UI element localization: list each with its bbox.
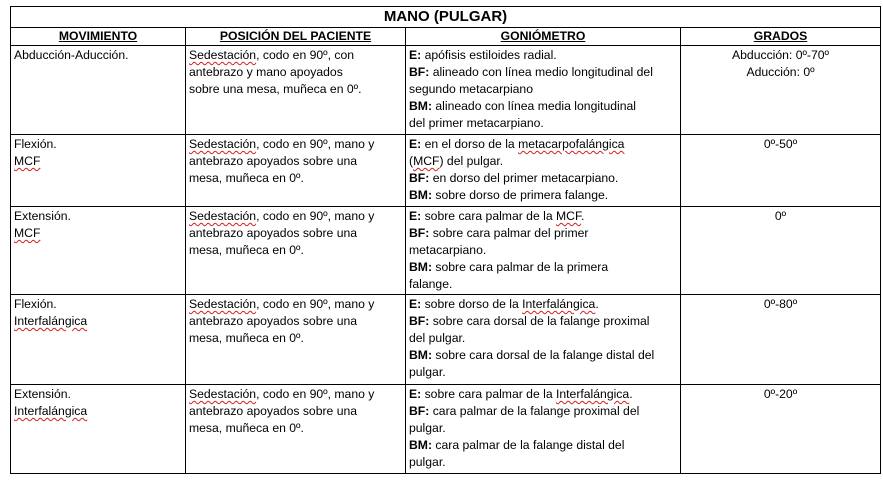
goniometro-line: del primer metacarpiano. xyxy=(409,116,544,130)
goniometro-line: pulgar. xyxy=(409,421,446,435)
cell-goniometro xyxy=(406,46,681,135)
goniometro-line: E: sobre dorso de la Interfalángica. xyxy=(409,297,599,311)
spellcheck-word: MCF xyxy=(14,226,41,240)
goniometro-line: BF: cara palmar de la falange proximal del xyxy=(409,404,640,418)
goniometro-line: E: sobre cara palmar de la Interfalángica. xyxy=(409,387,633,401)
cell-movimiento xyxy=(11,207,186,295)
movimiento-line xyxy=(14,225,182,242)
header-movimiento: MOVIMIENTO xyxy=(11,28,186,46)
cell-goniometro xyxy=(406,385,681,474)
goniometro-line: metacarpiano. xyxy=(409,243,487,257)
spellcheck-word: Interfalángica xyxy=(556,387,630,401)
posicion-line: mesa, muñeca en 0º. xyxy=(189,331,304,345)
cell-goniometro xyxy=(406,135,681,207)
posicion-line: antebrazo apoyados sobre una xyxy=(189,226,358,240)
title-row xyxy=(11,7,881,28)
goniometro-line: del pulgar. xyxy=(409,331,466,345)
posicion-line: Sedestación, codo en 90º, mano y xyxy=(189,209,375,223)
movimiento-line xyxy=(14,403,182,420)
table-row xyxy=(11,46,881,135)
cell-posicion xyxy=(186,46,406,135)
goniometro-line: pulgar. xyxy=(409,365,446,379)
goniometro-line: pulgar. xyxy=(409,455,446,469)
goniometro-line: segundo metacarpiano xyxy=(409,82,533,96)
goniometro-line: BM: sobre cara palmar de la primera xyxy=(409,260,609,274)
table-title: MANO (PULGAR) xyxy=(11,7,881,28)
movimiento-line xyxy=(14,313,182,330)
cell-movimiento xyxy=(11,46,186,135)
goniometro-label: BF: xyxy=(409,171,430,185)
goniometro-line: BF: sobre cara palmar del primer xyxy=(409,226,589,240)
goniometro-line: falange. xyxy=(409,277,453,291)
goniometro-line: E: apófisis estiloides radial. xyxy=(409,48,557,62)
spellcheck-word: Sedestación xyxy=(189,297,257,311)
grados-line: 0º-50º xyxy=(763,137,798,151)
goniometro-line: (MCF) del pulgar. xyxy=(409,154,504,168)
goniometro-label: E: xyxy=(409,209,422,223)
goniometro-label: BF: xyxy=(409,404,430,418)
goniometro-line: E: en el dorso de la metacarpofalángica xyxy=(409,137,625,151)
goniometro-label: BF: xyxy=(409,314,430,328)
goniometro-label: BF: xyxy=(409,226,430,240)
movimiento-line: Flexión. xyxy=(14,137,57,151)
cell-movimiento xyxy=(11,385,186,474)
header-grados: GRADOS xyxy=(681,28,881,46)
spellcheck-word: Interfalángica xyxy=(14,314,88,328)
goniometro-label: E: xyxy=(409,48,422,62)
table-body xyxy=(11,46,881,474)
spellcheck-word: Sedestación xyxy=(189,48,257,62)
spellcheck-word: Sedestación xyxy=(189,387,257,401)
cell-grados xyxy=(681,385,881,474)
spellcheck-word: Interfalángica xyxy=(14,404,88,418)
posicion-line: mesa, muñeca en 0º. xyxy=(189,171,304,185)
movimiento-line: Abducción-Aducción. xyxy=(14,48,129,62)
goniometro-label: BF: xyxy=(409,65,430,79)
spellcheck-word: MCF xyxy=(556,209,582,223)
table-row xyxy=(11,135,881,207)
posicion-line: antebrazo apoyados sobre una xyxy=(189,404,358,418)
goniometro-label: BM: xyxy=(409,188,433,202)
cell-posicion xyxy=(186,385,406,474)
posicion-line: mesa, muñeca en 0º. xyxy=(189,243,304,257)
goniometro-label: BM: xyxy=(409,99,433,113)
cell-grados xyxy=(681,295,881,385)
goniometro-label: E: xyxy=(409,387,422,401)
cell-movimiento xyxy=(11,295,186,385)
cell-grados xyxy=(681,135,881,207)
grados-line: Abducción: 0º-70º xyxy=(732,48,829,62)
table-row xyxy=(11,295,881,385)
goniometro-line: BM: alineado con línea media longitudinal xyxy=(409,99,636,113)
goniometro-line: BF: sobre cara dorsal de la falange proximal xyxy=(409,314,650,328)
spellcheck-word: MCF xyxy=(14,154,41,168)
goniometro-line: BM: sobre dorso de primera falange. xyxy=(409,188,609,202)
header-goniometro: GONIÓMETRO xyxy=(406,28,681,46)
cell-goniometro xyxy=(406,295,681,385)
goniometro-label: E: xyxy=(409,137,422,151)
spellcheck-word: Sedestación xyxy=(189,209,257,223)
goniometro-line: BF: en dorso del primer metacarpiano. xyxy=(409,171,619,185)
spellcheck-word: metacarpofalángica xyxy=(518,137,625,151)
grados-line: 0º xyxy=(774,209,787,223)
posicion-line: Sedestación, codo en 90º, con xyxy=(189,48,355,62)
table-row xyxy=(11,385,881,474)
goniometro-label: E: xyxy=(409,297,422,311)
posicion-line: antebrazo apoyados sobre una xyxy=(189,314,358,328)
posicion-line: Sedestación, codo en 90º, mano y xyxy=(189,137,375,151)
cell-grados xyxy=(681,46,881,135)
spellcheck-word: Sedestación xyxy=(189,137,257,151)
cell-posicion xyxy=(186,207,406,295)
cell-movimiento xyxy=(11,135,186,207)
header-row xyxy=(11,28,881,46)
posicion-line: sobre una mesa, muñeca en 0º. xyxy=(189,82,362,96)
spellcheck-word: MCF xyxy=(413,154,440,168)
grados-line: 0º-80º xyxy=(763,297,798,311)
cell-goniometro xyxy=(406,207,681,295)
movimiento-line: Flexión. xyxy=(14,297,57,311)
cell-grados xyxy=(681,207,881,295)
movimiento-line xyxy=(14,153,182,170)
goniometro-line: E: sobre cara palmar de la MCF. xyxy=(409,209,585,223)
posicion-line: mesa, muñeca en 0º. xyxy=(189,421,304,435)
movimiento-line: Extensión. xyxy=(14,387,71,401)
spellcheck-word: Interfalángica xyxy=(522,297,596,311)
posicion-line: antebrazo y mano apoyados xyxy=(189,65,343,79)
cell-posicion xyxy=(186,135,406,207)
goniometry-sheet xyxy=(10,6,880,474)
goniometro-label: BM: xyxy=(409,260,433,274)
goniometro-line: BF: alineado con línea medio longitudinal del xyxy=(409,65,653,79)
grados-line: Aducción: 0º xyxy=(746,65,815,79)
goniometro-line: BM: cara palmar de la falange distal del xyxy=(409,438,625,452)
goniometro-label: BM: xyxy=(409,438,433,452)
cell-posicion xyxy=(186,295,406,385)
goniometry-table xyxy=(10,6,881,474)
table-row xyxy=(11,207,881,295)
posicion-line: Sedestación, codo en 90º, mano y xyxy=(189,297,375,311)
movimiento-line: Extensión. xyxy=(14,209,71,223)
grados-line: 0º-20º xyxy=(763,387,798,401)
goniometro-line: BM: sobre cara dorsal de la falange distal del xyxy=(409,348,655,362)
goniometro-label: BM: xyxy=(409,348,433,362)
header-posicion: POSICIÓN DEL PACIENTE xyxy=(186,28,406,46)
posicion-line: Sedestación, codo en 90º, mano y xyxy=(189,387,375,401)
posicion-line: antebrazo apoyados sobre una xyxy=(189,154,358,168)
